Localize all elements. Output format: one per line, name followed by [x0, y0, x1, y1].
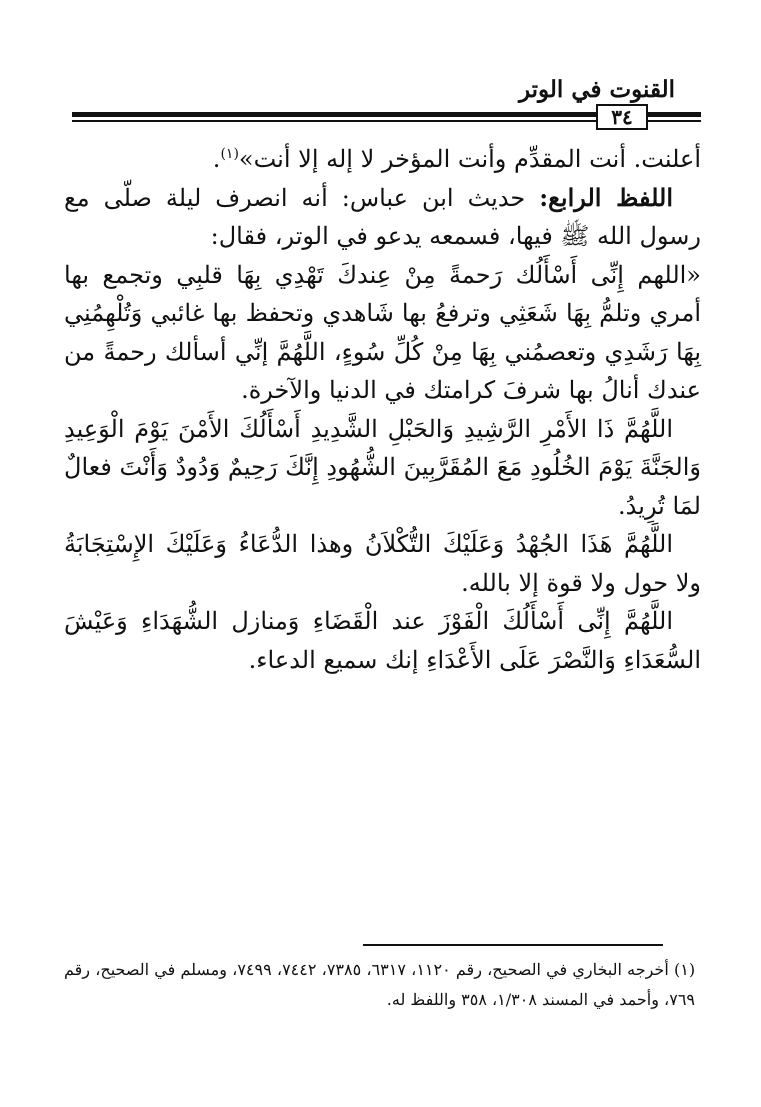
paragraph-2	[64, 179, 701, 256]
footnote-reference: (١)	[220, 146, 239, 162]
footnote-marker: (١)	[673, 960, 696, 979]
page-number: ٣٤	[596, 104, 648, 130]
paragraph-4	[64, 410, 701, 526]
paragraph-3	[64, 256, 701, 410]
running-title: القنوت في الوتر	[518, 76, 675, 103]
paragraph-text: أعلنت. أنت المقدِّم وأنت المؤخر لا إله إلا أنت»	[238, 145, 701, 173]
paragraph-6	[64, 602, 701, 679]
paragraph-text: «اللهم إِنِّى أَسْأَلُك رَحمةً مِنْ عِندكَ تَهْدِي بِهَا قلبِي وتجمع بها أمري وتلمُّ بِهَا شَعَثِي وترفعُ بها شَاهدي وتحفظ بها غائبي وَتُلْهِمُنِي بِهَا رَشَدِي وتعصمُني بِهَا مِنْ كُلِّ سُوءٍ، اللَّهُمَّ إنِّي أسألك رحمةً من عندك أنالُ بها شرفَ كرامتك في الدنيا والآخرة.	[64, 260, 702, 404]
footnote-text: أخرجه البخاري في الصحيح، رقم ١١٢٠، ٦٣١٧، ٧٣٨٥، ٧٤٤٢، ٧٤٩٩، ومسلم في الصحيح، رقم ٧٦٩، وأحمد في المسند ١/٣٠٨، ٣٥٨ واللفظ له.	[64, 960, 695, 1009]
paragraph-text: اللَّهُمَّ ذَا الأَمْرِ الرَّشِيدِ وَالحَبْلِ الشَّدِيدِ أَسْأَلُكَ الأَمْنَ يَوْمَ الْوَعِيدِ وَالجَنَّةَ يَوْمَ الخُلُودِ مَعَ المُقَرَّبِينَ الشُّهُودِ إِنَّكَ رَحِيمٌ وَدُودٌ وَأَنْتَ فعالٌ لمَا تُرِيدُ.	[64, 414, 701, 520]
footnotes	[64, 955, 695, 1015]
paragraph-text: حديث ابن عباس: أنه انصرف ليلة صلّى مع رسول الله ﷺ فيها، فسمعه يدعو في الوتر، فقال:	[64, 183, 701, 250]
footnote-separator	[363, 944, 663, 946]
paragraph-5	[64, 525, 701, 602]
paragraph-lead: اللفظ الرابع:	[539, 182, 674, 212]
paragraph-text: اللَّهُمَّ إِنِّى أَسْأَلُكَ الْفَوْزَ عند الْقَضَاءِ وَمنازل الشُّهَدَاءِ وَعَيْشَ السُّعَدَاءِ وَالنَّصْرَ عَلَى الأَعْدَاءِ إنك سميع الدعاء.	[64, 607, 701, 674]
paragraph-end: .	[212, 145, 221, 173]
footnote	[64, 955, 695, 1015]
paragraph-text: اللَّهُمَّ هَذَا الجُهْدُ وَعَلَيْكَ التُّكْلاَنُ وهذا الدُّعَاءُ وَعَلَيْكَ الإِسْتِجَابَةُ ولا حول ولا قوة إلا بالله.	[64, 530, 701, 597]
body-text	[64, 140, 701, 679]
paragraph-1	[64, 140, 701, 179]
